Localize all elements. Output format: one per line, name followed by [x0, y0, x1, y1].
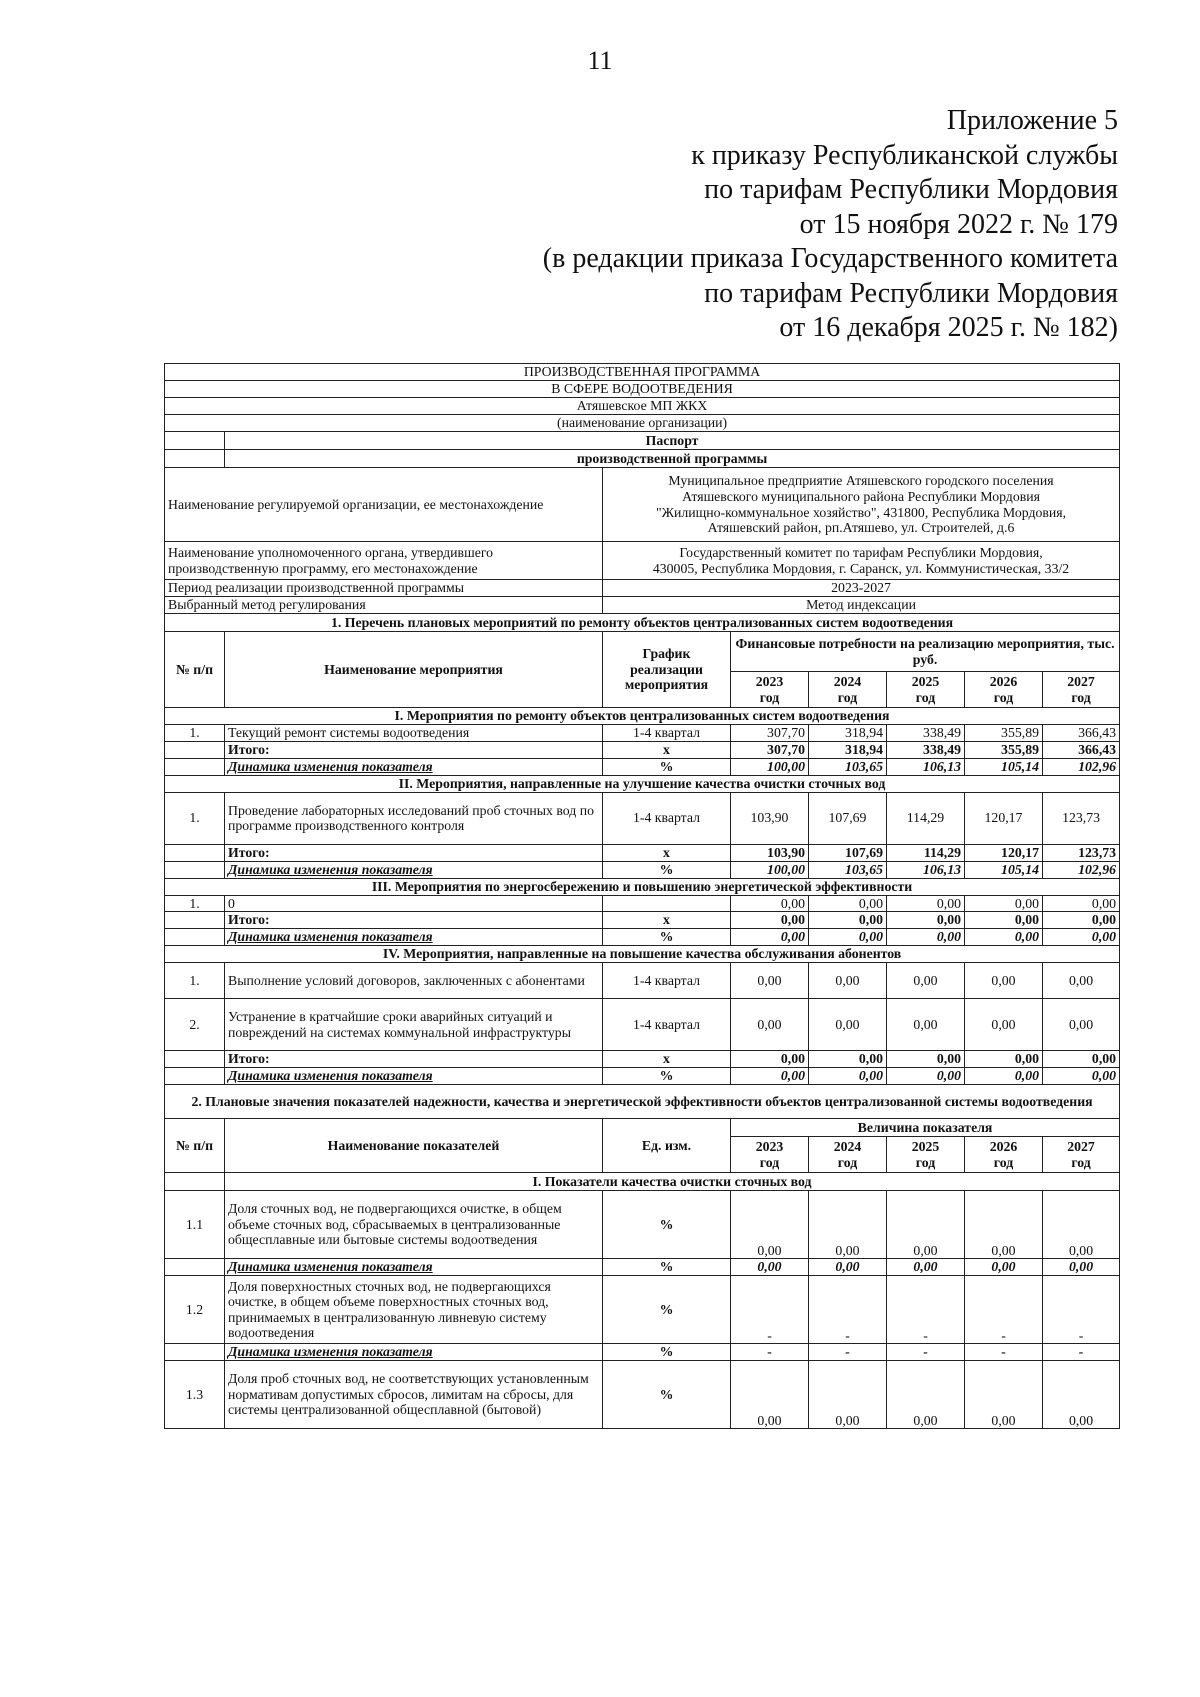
value-cell: 0,00: [965, 1191, 1043, 1259]
appendix-line: (в редакции приказа Государственного комитета: [542, 243, 1118, 274]
dynamics-value: 0,00: [731, 1068, 809, 1085]
group-title: I. Мероприятия по ремонту объектов централизованных систем водоотведения: [165, 708, 1120, 725]
table-row: [165, 861, 1120, 878]
total-value: 103,90: [731, 844, 809, 861]
row-number: 1.3: [165, 1361, 225, 1429]
table-row: [165, 708, 1120, 725]
dynamics-value: 105,14: [965, 758, 1043, 775]
section2-title: 2. Плановые значения показателей надежности, качества и энергетической эффективности объектов централизованной системы водоотведения: [165, 1085, 1120, 1119]
total-value: 0,00: [887, 912, 965, 929]
value-cell: 0,00: [1043, 963, 1120, 999]
dynamics-value: 100,00: [731, 758, 809, 775]
year-value: 2023: [755, 673, 784, 689]
year-value: 2024: [833, 1139, 862, 1155]
total-label: Итого:: [225, 741, 603, 758]
year-suffix: год: [993, 1154, 1014, 1170]
year-header: [1043, 672, 1120, 708]
year-suffix: год: [1071, 1154, 1091, 1170]
row-number: 1.1: [165, 1191, 225, 1259]
value-cell: 0,00: [1043, 1361, 1120, 1429]
dynamics-label: Динамика изменения показателя: [225, 1068, 603, 1085]
value-cell: -: [1043, 1276, 1120, 1344]
col-unit-header: Ед. изм.: [603, 1119, 731, 1173]
total-mark: х: [603, 741, 731, 758]
empty-cell: [165, 1173, 225, 1191]
organization-name: Атяшевское МП ЖКХ: [165, 398, 1120, 415]
dynamics-value: 0,00: [809, 1068, 887, 1085]
empty-cell: [165, 844, 225, 861]
total-value: 123,73: [1043, 844, 1120, 861]
dynamics-value: 0,00: [887, 929, 965, 946]
table-row: [165, 1173, 1120, 1191]
table-row: [165, 878, 1120, 895]
total-value: 0,00: [1043, 912, 1120, 929]
info-label-method: Выбранный метод регулирования: [165, 597, 603, 614]
year-value: 2027: [1067, 673, 1095, 689]
value-cell: 0,00: [1043, 1191, 1120, 1259]
info-label-period: Период реализации производственной программы: [165, 580, 603, 597]
total-value: 0,00: [887, 1051, 965, 1068]
value-cell: 0,00: [1043, 999, 1120, 1051]
dynamics-value: 0,00: [809, 929, 887, 946]
year-header: [887, 1137, 965, 1173]
measure-name: Устранение в кратчайшие сроки аварийных ситуаций и повреждений на системах коммунальной инфраструктуры: [225, 999, 603, 1051]
info-value-line: 430005, Республика Мордовия, г. Саранск, ул. Коммунистическая, 33/2: [652, 560, 1070, 576]
appendix-line: от 16 декабря 2025 г. № 182): [779, 312, 1118, 343]
program-title: ПРОИЗВОДСТВЕННАЯ ПРОГРАММА: [165, 364, 1120, 381]
passport-subtitle: производственной программы: [225, 450, 1120, 468]
empty-cell: [165, 912, 225, 929]
value-cell: 0,00: [731, 999, 809, 1051]
year-suffix: год: [837, 1154, 858, 1170]
program-subtitle: В СФЕРЕ ВОДООТВЕДЕНИЯ: [165, 381, 1120, 398]
table-row: [165, 1085, 1120, 1119]
dynamics-value: 102,96: [1043, 861, 1120, 878]
production-program-table: [164, 363, 1120, 1429]
value-cell: 114,29: [887, 792, 965, 844]
passport-title: Паспорт: [225, 432, 1120, 450]
year-header: [731, 672, 809, 708]
table-row: [165, 946, 1120, 963]
dynamics-label: Динамика изменения показателя: [225, 929, 603, 946]
schedule-cell: 1-4 квартал: [603, 792, 731, 844]
production-program-body: [165, 364, 1120, 1429]
dynamics-value: -: [887, 1344, 965, 1361]
group-title: II. Мероприятия, направленные на улучшение качества очистки сточных вод: [165, 775, 1120, 792]
empty-cell: [165, 758, 225, 775]
measure-name: 0: [225, 895, 603, 912]
total-value: 120,17: [965, 844, 1043, 861]
value-cell: 0,00: [809, 999, 887, 1051]
dynamics-value: 106,13: [887, 861, 965, 878]
dynamics-value: 0,00: [965, 929, 1043, 946]
dynamics-unit: %: [603, 758, 731, 775]
value-cell: 307,70: [731, 725, 809, 742]
value-cell: 103,90: [731, 792, 809, 844]
table-row: [165, 929, 1120, 946]
dynamics-value: 0,00: [731, 929, 809, 946]
row-number: 2.: [165, 999, 225, 1051]
year-value: 2025: [911, 1139, 940, 1155]
total-value: 0,00: [809, 912, 887, 929]
value-cell: 0,00: [887, 1191, 965, 1259]
year-header: [731, 1137, 809, 1173]
dynamics-value: -: [731, 1344, 809, 1361]
schedule-cell: 1-4 квартал: [603, 999, 731, 1051]
col-num-header: № п/п: [165, 632, 225, 708]
dynamics-value: 0,00: [731, 1259, 809, 1276]
group-title: I. Показатели качества очистки сточных вод: [225, 1173, 1120, 1191]
empty-cell: [165, 1068, 225, 1085]
table-row: [165, 758, 1120, 775]
row-number: 1.: [165, 725, 225, 742]
year-suffix: год: [759, 1154, 780, 1170]
year-value: 2027: [1067, 1139, 1095, 1155]
value-cell: -: [965, 1276, 1043, 1344]
info-label-authority: Наименование уполномоченного органа, утвердившего производственную программу, его местонахождение: [165, 542, 603, 580]
dynamics-value: -: [965, 1344, 1043, 1361]
total-mark: х: [603, 1051, 731, 1068]
value-cell: 0,00: [731, 963, 809, 999]
year-value: 2026: [989, 1139, 1018, 1155]
appendix-line: от 15 ноября 2022 г. № 179: [799, 208, 1118, 240]
total-value: 318,94: [809, 741, 887, 758]
total-mark: х: [603, 912, 731, 929]
unit-cell: %: [603, 1276, 731, 1344]
value-cell: 0,00: [1043, 895, 1120, 912]
dynamics-unit: %: [603, 1344, 731, 1361]
dynamics-value: -: [809, 1344, 887, 1361]
info-value-line: Муниципальное предприятие Атяшевского городского поселения: [668, 473, 1054, 489]
empty-cell: [165, 1344, 225, 1361]
indicator-name: Доля проб сточных вод, не соответствующих установленным нормативам допустимых сбросов, лимитам на сбросы, для системы централизованной общесплавной (бытовой): [225, 1361, 603, 1429]
value-cell: 0,00: [965, 1361, 1043, 1429]
measure-name: Проведение лабораторных исследований проб сточных вод по программе производственного контроля: [225, 792, 603, 844]
total-value: 0,00: [965, 1051, 1043, 1068]
total-value: 307,70: [731, 741, 809, 758]
appendix-line: по тарифам Республики Мордовия: [704, 277, 1118, 309]
row-number: 1.: [165, 792, 225, 844]
measure-name: Текущий ремонт системы водоотведения: [225, 725, 603, 742]
appendix-line: к приказу Республиканской службы: [691, 139, 1118, 171]
dynamics-value: 0,00: [1043, 1259, 1120, 1276]
value-cell: 123,73: [1043, 792, 1120, 844]
empty-cell: [165, 432, 225, 450]
dynamics-value: 103,65: [809, 758, 887, 775]
info-value-line: Атяшевский район, рп.Атяшево, ул. Строителей, д.6: [707, 520, 1015, 536]
col-name-header: Наименование показателей: [225, 1119, 603, 1173]
table-row: [165, 999, 1120, 1051]
table-row: [165, 1051, 1120, 1068]
total-value: 0,00: [731, 1051, 809, 1068]
year-suffix: год: [759, 689, 780, 705]
unit-cell: %: [603, 1191, 731, 1259]
table-row: [165, 1259, 1120, 1276]
appendix-line: Приложение 5: [946, 105, 1118, 136]
organization-caption: (наименование организации): [165, 415, 1120, 432]
value-cell: 0,00: [809, 963, 887, 999]
year-suffix: год: [915, 1154, 936, 1170]
year-header: [965, 672, 1043, 708]
table-row: [165, 1191, 1120, 1259]
value-cell: 366,43: [1043, 725, 1120, 742]
total-label: Итого:: [225, 1051, 603, 1068]
row-number: 1.: [165, 895, 225, 912]
table-row: [165, 741, 1120, 758]
dynamics-value: -: [1043, 1344, 1120, 1361]
value-cell: -: [731, 1276, 809, 1344]
value-cell: -: [887, 1276, 965, 1344]
total-mark: х: [603, 844, 731, 861]
dynamics-value: 0,00: [965, 1068, 1043, 1085]
total-value: 114,29: [887, 844, 965, 861]
year-suffix: год: [1071, 689, 1091, 705]
year-value: 2023: [755, 1139, 784, 1155]
unit-cell: %: [603, 1361, 731, 1429]
value-cell: 0,00: [965, 963, 1043, 999]
dynamics-value: 0,00: [887, 1068, 965, 1085]
dynamics-unit: %: [603, 929, 731, 946]
value-cell: 0,00: [731, 1191, 809, 1259]
table-row: [165, 963, 1120, 999]
year-header: [887, 672, 965, 708]
schedule-cell: 1-4 квартал: [603, 963, 731, 999]
value-cell: 318,94: [809, 725, 887, 742]
schedule-cell: 1-4 квартал: [603, 725, 731, 742]
info-value-line: Государственный комитет по тарифам Республики Мордовия,: [679, 544, 1043, 560]
total-value: 0,00: [965, 912, 1043, 929]
dynamics-value: 106,13: [887, 758, 965, 775]
table-row: [165, 632, 1120, 672]
table-row: [165, 775, 1120, 792]
value-cell: 0,00: [731, 1361, 809, 1429]
dynamics-value: 0,00: [809, 1259, 887, 1276]
value-cell: -: [809, 1276, 887, 1344]
page-number: 11: [587, 46, 613, 75]
info-value-organization: [603, 468, 1120, 542]
dynamics-value: 0,00: [887, 1259, 965, 1276]
table-row: [165, 1119, 1120, 1137]
value-cell: 0,00: [965, 895, 1043, 912]
info-value-method: Метод индексации: [603, 597, 1120, 614]
table-row: [165, 792, 1120, 844]
col-finance-header: Финансовые потребности на реализацию мероприятия, тыс. руб.: [731, 632, 1120, 672]
year-suffix: год: [915, 689, 936, 705]
table-row: [165, 1276, 1120, 1344]
table-row: [165, 912, 1120, 929]
value-cell: 338,49: [887, 725, 965, 742]
indicator-name: Доля сточных вод, не подвергающихся очистке, в общем объеме сточных вод, сбрасываемых в централизованные общесплавные или бытовые системы водоотведения: [225, 1191, 603, 1259]
table-row: [165, 1344, 1120, 1361]
dynamics-value: 103,65: [809, 861, 887, 878]
dynamics-value: 102,96: [1043, 758, 1120, 775]
year-suffix: год: [837, 689, 858, 705]
empty-cell: [165, 741, 225, 758]
group-title: III. Мероприятия по энергосбережению и повышению энергетической эффективности: [165, 878, 1120, 895]
value-cell: 0,00: [887, 999, 965, 1051]
dynamics-unit: %: [603, 1068, 731, 1085]
total-value: 107,69: [809, 844, 887, 861]
value-cell: 120,17: [965, 792, 1043, 844]
info-label-organization: Наименование регулируемой организации, ее местонахождение: [165, 468, 603, 542]
info-value-period: 2023-2027: [603, 580, 1120, 597]
value-cell: 0,00: [731, 895, 809, 912]
value-cell: 0,00: [809, 895, 887, 912]
table-row: [165, 1068, 1120, 1085]
appendix-line: по тарифам Республики Мордовия: [704, 174, 1118, 205]
section1-title: 1. Перечень плановых мероприятий по ремонту объектов централизованных систем водоотведения: [165, 614, 1120, 632]
col-value-header: Величина показателя: [731, 1119, 1120, 1137]
appendix-block: [543, 104, 1118, 346]
year-header: [809, 672, 887, 708]
value-cell: 0,00: [809, 1361, 887, 1429]
measure-name: Выполнение условий договоров, заключенных с абонентами: [225, 963, 603, 999]
value-cell: 0,00: [965, 999, 1043, 1051]
col-name-header: Наименование мероприятия: [225, 632, 603, 708]
year-suffix: год: [993, 689, 1014, 705]
total-value: 338,49: [887, 741, 965, 758]
empty-cell: [165, 1259, 225, 1276]
dynamics-label: Динамика изменения показателя: [225, 1259, 603, 1276]
row-number: 1.2: [165, 1276, 225, 1344]
dynamics-unit: %: [603, 861, 731, 878]
year-header: [965, 1137, 1043, 1173]
dynamics-value: 0,00: [1043, 929, 1120, 946]
dynamics-unit: %: [603, 1259, 731, 1276]
row-number: 1.: [165, 963, 225, 999]
table-row: [165, 1361, 1120, 1429]
value-cell: 355,89: [965, 725, 1043, 742]
total-label: Итого:: [225, 912, 603, 929]
total-value: 0,00: [809, 1051, 887, 1068]
info-value-authority: [603, 542, 1120, 580]
col-schedule-header: График реализации мероприятия: [603, 632, 731, 708]
dynamics-value: 105,14: [965, 861, 1043, 878]
indicator-name: Доля поверхностных сточных вод, не подвергающихся очистке, в общем объеме поверхностных сточных вод, принимаемых в централизованную ливневую систему водоотведения: [225, 1276, 603, 1344]
empty-cell: [165, 450, 225, 468]
group-title: IV. Мероприятия, направленные на повышение качества обслуживания абонентов: [165, 946, 1120, 963]
empty-cell: [165, 929, 225, 946]
total-value: 366,43: [1043, 741, 1120, 758]
value-cell: 0,00: [809, 1191, 887, 1259]
schedule-cell: [603, 895, 731, 912]
dynamics-value: 0,00: [1043, 1068, 1120, 1085]
year-value: 2025: [911, 673, 940, 689]
total-value: 0,00: [731, 912, 809, 929]
table-row: [165, 725, 1120, 742]
dynamics-label: Динамика изменения показателя: [225, 861, 603, 878]
value-cell: 107,69: [809, 792, 887, 844]
value-cell: 0,00: [887, 895, 965, 912]
empty-cell: [165, 861, 225, 878]
total-label: Итого:: [225, 844, 603, 861]
dynamics-label: Динамика изменения показателя: [225, 1344, 603, 1361]
col-num-header: № п/п: [165, 1119, 225, 1173]
table-row: [165, 844, 1120, 861]
dynamics-value: 0,00: [965, 1259, 1043, 1276]
year-header: [1043, 1137, 1120, 1173]
dynamics-label: Динамика изменения показателя: [225, 758, 603, 775]
total-value: 0,00: [1043, 1051, 1120, 1068]
year-value: 2024: [833, 673, 862, 689]
empty-cell: [165, 1051, 225, 1068]
value-cell: 0,00: [887, 1361, 965, 1429]
year-header: [809, 1137, 887, 1173]
info-value-line: Атяшевского муниципального района Республики Мордовия: [682, 488, 1040, 504]
total-value: 355,89: [965, 741, 1043, 758]
year-value: 2026: [989, 673, 1018, 689]
table-row: [165, 614, 1120, 632]
info-value-line: "Жилищно-коммунальное хозяйство", 431800, Республика Мордовия,: [656, 504, 1067, 520]
value-cell: 0,00: [887, 963, 965, 999]
dynamics-value: 100,00: [731, 861, 809, 878]
table-row: [165, 895, 1120, 912]
